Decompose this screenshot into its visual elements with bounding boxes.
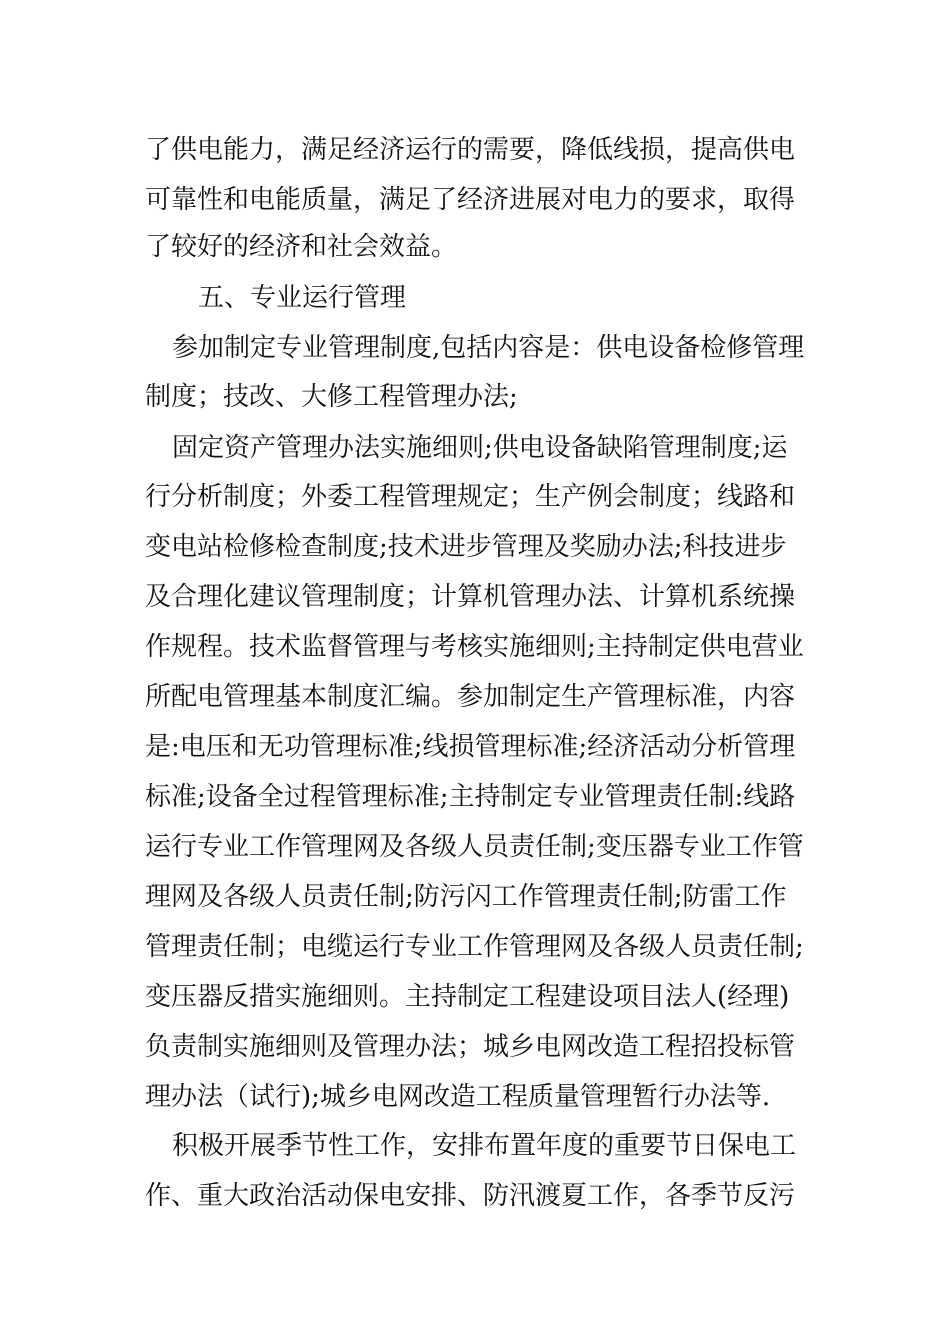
text-line: 标准;设备全过程管理标准;主持制定专业管理责任制:线路 [145, 782, 796, 812]
section-heading: 五、专业运行管理 [198, 283, 407, 313]
text-line: 是:电压和无功管理标准;线损管理标准;经济活动分析管理 [145, 732, 796, 762]
text-line: 固定资产管理办法实施细则;供电设备缺陷管理制度;运 [172, 433, 788, 463]
text-line: 参加制定专业管理制度,包括内容是：供电设备检修管理 [172, 333, 805, 363]
text-line: 变电站检修检查制度;技术进步管理及奖励办法;科技进步 [145, 532, 787, 562]
text-line: 了供电能力，满足经济运行的需要，降低线损，提高供电 [145, 135, 796, 165]
text-line: 及合理化建议管理制度；计算机管理办法、计算机系统操 [145, 582, 796, 612]
text-line: 作、重大政治活动保电安排、防汛渡夏工作，各季节反污 [145, 1181, 796, 1211]
text-line: 行分析制度；外委工程管理规定；生产例会制度；线路和 [145, 482, 796, 512]
text-line: 负责制实施细则及管理办法；城乡电网改造工程招投标管 [145, 1032, 796, 1062]
text-line: 理网及各级人员责任制;防污闪工作管理责任制;防雷工作 [145, 882, 787, 912]
text-line: 所配电管理基本制度汇编。参加制定生产管理标准，内容 [145, 682, 796, 712]
text-line: 作规程。技术监督管理与考核实施细则;主持制定供电营业 [145, 632, 804, 662]
text-line: 积极开展季节性工作，安排布置年度的重要节日保电工 [172, 1131, 797, 1161]
text-line: 了较好的经济和社会效益。 [145, 232, 458, 262]
text-line: 运行专业工作管理网及各级人员责任制;变压器专业工作管 [145, 832, 804, 862]
text-line: 制度；技改、大修工程管理办法; [145, 382, 518, 412]
text-line: 变压器反措实施细则。主持制定工程建设项目法人(经理) [145, 982, 790, 1012]
text-line: 管理责任制；电缆运行专业工作管理网及各级人员责任制; [145, 932, 804, 962]
text-line: 可靠性和电能质量，满足了经济进展对电力的要求，取得 [145, 185, 796, 215]
text-line: 理办法（试行);城乡电网改造工程质量管理暂行办法等. [145, 1082, 771, 1112]
